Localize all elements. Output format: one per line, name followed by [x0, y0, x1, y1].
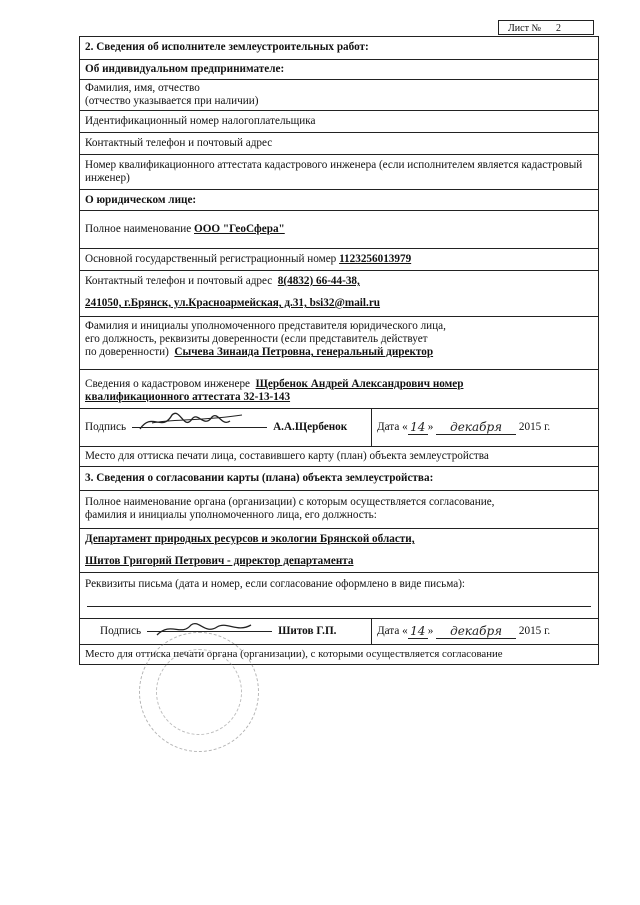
- sheet-number-box: [498, 20, 594, 35]
- official-seal-stamp: [139, 632, 259, 752]
- org-date-label: Дата: [377, 625, 400, 637]
- engineer-date-day: 14: [408, 421, 428, 435]
- contact-label: Контактный телефон и почтовый адрес: [80, 132, 598, 154]
- ogrn-label: Основной государственный регистрационный номер: [85, 253, 337, 265]
- engineer-stamp-place: Место для оттиска печати лица, составившего карту (план) объекта землеустройства: [80, 446, 598, 466]
- legal-title: О юридическом лице:: [80, 189, 598, 210]
- rep-label-1: Фамилия и инициалы уполномоченного представителя юридического лица,: [85, 320, 446, 332]
- org-label-row: [80, 490, 598, 528]
- fullname-row: [80, 210, 598, 248]
- org-stamp-place: Место для оттиска печати органа (организации), с которыми осуществляется согласование: [80, 644, 598, 664]
- handwritten-signature-icon: [132, 409, 267, 435]
- section3-title: 3. Сведения о согласовании карты (плана) объекта землеустройства:: [80, 466, 598, 490]
- engineer-signature: [132, 427, 267, 428]
- engineer-date-label: Дата: [377, 421, 400, 433]
- engineer-signature-label: Подпись: [85, 421, 127, 433]
- engineer-signature-name: А.А.Щербенок: [273, 421, 348, 433]
- engineer-date-year: 2015 г.: [518, 421, 551, 433]
- cert-label: Номер квалификационного аттестата кадастрового инженера (если исполнителем является кадастровый инженер): [80, 154, 598, 189]
- org-date-month: декабря: [436, 625, 516, 639]
- legal-address: 241050, г.Брянск, ул.Красноармейская, д.31, bsi32@mail.ru: [85, 297, 381, 309]
- fio-note: (отчество указывается при наличии): [85, 95, 259, 107]
- legal-contact-row: [80, 270, 598, 316]
- inn-label: Идентификационный номер налогоплательщика: [80, 110, 598, 132]
- letter-label: Реквизиты письма (дата и номер, если согласование оформлено в виде письма):: [85, 578, 466, 590]
- individual-title: Об индивидуальном предпринимателе:: [80, 59, 598, 79]
- rep-value: Сычева Зинаида Петровна, генеральный директор: [174, 346, 434, 358]
- engineer-date-month: декабря: [436, 421, 516, 435]
- engineer-signature-row: Подпись А.А.Щербенок Дата « 14 » декабря 2015 г.: [80, 408, 598, 446]
- engineer-value-2: квалификационного аттестата 32-13-143: [85, 391, 291, 403]
- ogrn-row: [80, 248, 598, 270]
- sheet-number: 2: [543, 23, 573, 35]
- fio-row: [80, 79, 598, 110]
- org-signature: [147, 631, 272, 632]
- org-label-1: Полное наименование органа (организации) с которым осуществляется согласование,: [85, 496, 495, 508]
- form-table: [79, 36, 599, 665]
- org-signature-row: Подпись Шитов Г.П. Дата « 14 » декабря 2015 г.: [80, 618, 598, 644]
- ogrn-value: 1123256013979: [339, 253, 412, 265]
- section2-title: 2. Сведения об исполнителе землеустроительных работ:: [85, 41, 369, 53]
- rep-label-3: по доверенности): [85, 346, 169, 358]
- fullname-value: ООО "ГеоСфера": [194, 223, 285, 235]
- sheet-label: Лист №: [508, 23, 541, 34]
- engineer-value-1: Щербенок Андрей Александрович номер: [255, 378, 464, 390]
- org-date-day: 14: [408, 625, 428, 639]
- fio-label: Фамилия, имя, отчество: [85, 82, 200, 94]
- engineer-label: Сведения о кадастровом инженере: [85, 378, 251, 390]
- letter-blank-line: [87, 591, 591, 607]
- org-signature-name: Шитов Г.П.: [278, 625, 337, 637]
- representative-row: [80, 316, 598, 369]
- org-value-row: [80, 528, 598, 572]
- org-date-year: 2015 г.: [518, 625, 551, 637]
- org-label-2: фамилия и инициалы уполномоченного лица, его должность:: [85, 509, 377, 521]
- rep-label-2: его должность, реквизиты доверенности (если представитель действует: [85, 333, 428, 345]
- org-person-value: Шитов Григорий Петрович - директор департамента: [85, 555, 354, 567]
- legal-phone: 8(4832) 66-44-38,: [277, 275, 360, 287]
- engineer-row: [80, 369, 598, 408]
- legal-contact-label: Контактный телефон и почтовый адрес: [85, 275, 273, 287]
- letter-row: [80, 572, 598, 618]
- org-value: Департамент природных ресурсов и экологии Брянской области,: [85, 533, 415, 545]
- fullname-label: Полное наименование: [85, 223, 192, 235]
- org-signature-label: Подпись: [100, 625, 142, 637]
